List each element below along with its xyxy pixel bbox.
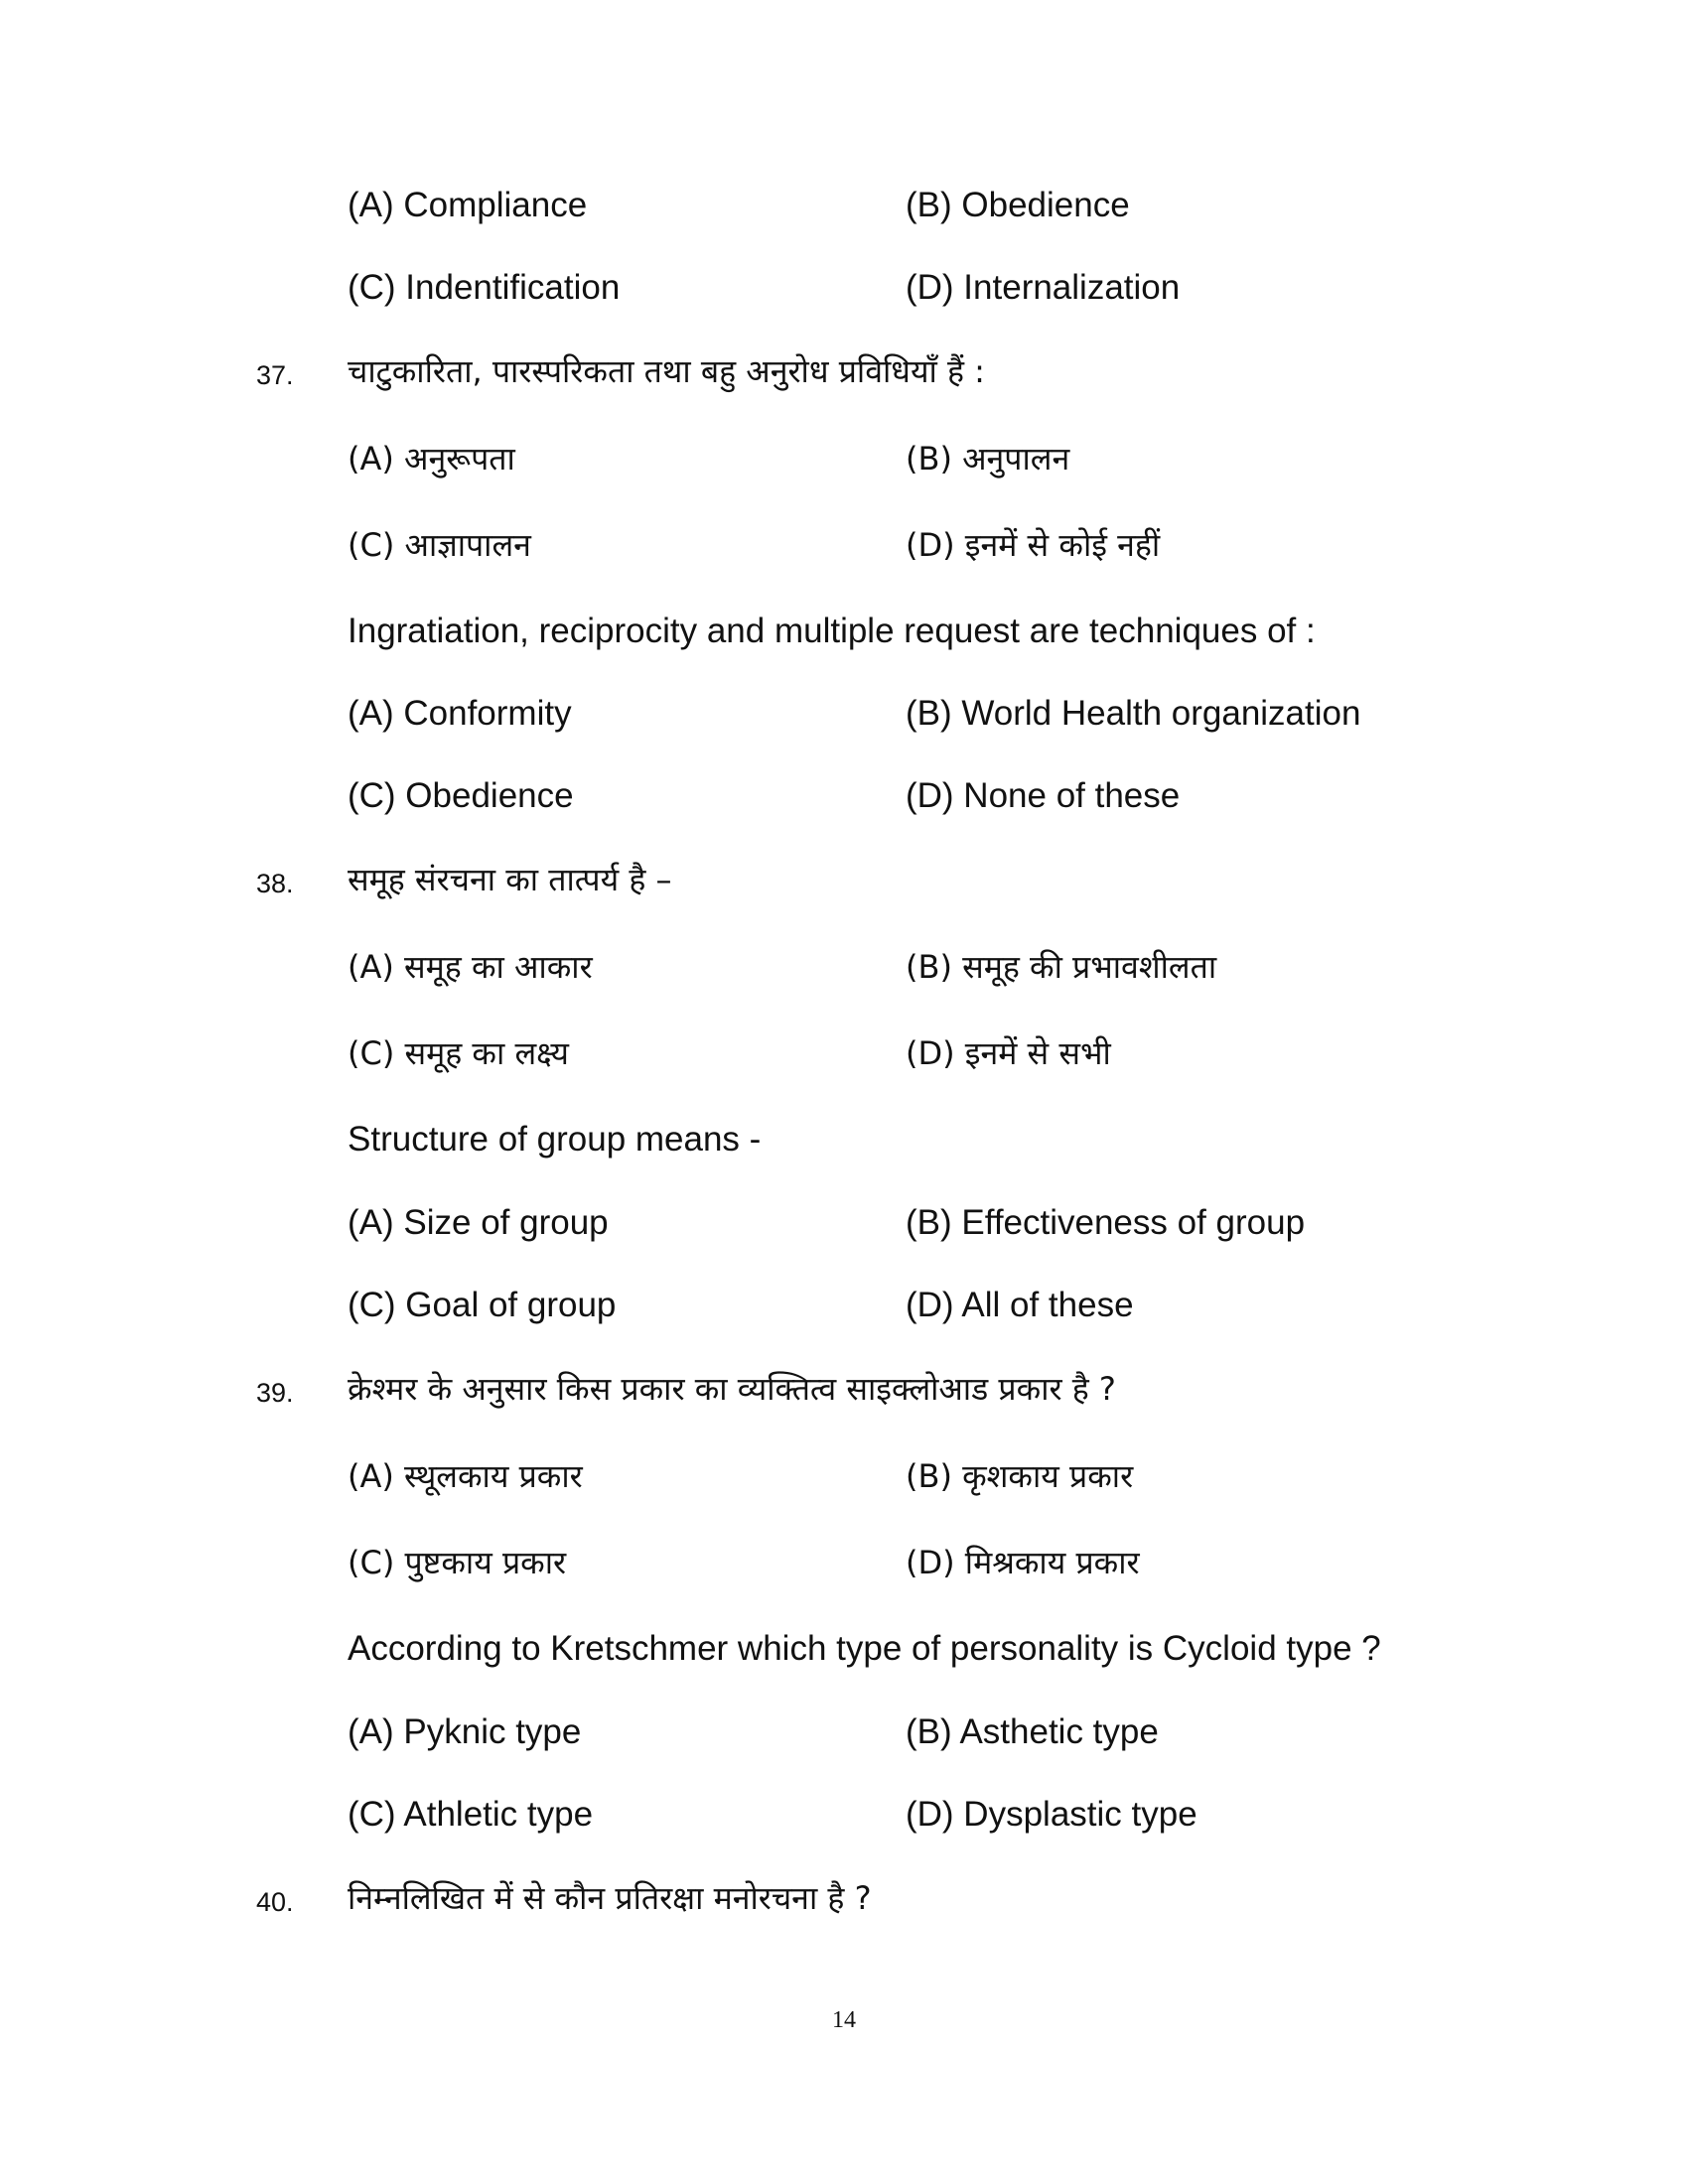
q38-option-c: (C) Goal of group	[348, 1286, 617, 1324]
q38-option-b-hindi: (B) समूह की प्रभावशीलता	[906, 948, 1217, 986]
q38-option-b: (B) Effectiveness of group	[906, 1203, 1306, 1242]
q39-option-d-hindi: (D) मिश्रकाय प्रकार	[906, 1544, 1140, 1581]
q37-question-hindi: चाटुकारिता, पारस्परिकता तथा बहु अनुरोध प्रविधियाँ हैं :	[348, 352, 985, 390]
q39-option-b-hindi: (B) कृशकाय प्रकार	[906, 1457, 1134, 1495]
q36-option-a: (A) Compliance	[348, 186, 588, 224]
q39-option-a-hindi: (A) स्थूलकाय प्रकार	[348, 1457, 583, 1495]
q38-option-d-hindi: (D) इनमें से सभी	[906, 1034, 1111, 1072]
q37-option-d: (D) None of these	[906, 776, 1181, 815]
q38-question-hindi: समूह संरचना का तात्पर्य है –	[348, 861, 672, 898]
q36-option-b: (B) Obedience	[906, 186, 1130, 224]
q39-number: 39.	[256, 1378, 294, 1408]
q38-option-a-hindi: (A) समूह का आकार	[348, 948, 593, 986]
q38-option-a: (A) Size of group	[348, 1203, 609, 1242]
q39-option-b: (B) Asthetic type	[906, 1712, 1159, 1751]
q36-option-c: (C) Indentification	[348, 268, 621, 307]
q37-number: 37.	[256, 360, 294, 390]
q39-question-english: According to Kretschmer which type of personality is Cycloid type ?	[348, 1629, 1381, 1668]
q37-option-d-hindi: (D) इनमें से कोई नहीं	[906, 526, 1161, 564]
q37-question-english: Ingratiation, reciprocity and multiple request are techniques of :	[348, 612, 1316, 650]
q37-option-a: (A) Conformity	[348, 694, 572, 733]
q36-option-d: (D) Internalization	[906, 268, 1181, 307]
q37-option-a-hindi: (A) अनुरूपता	[348, 440, 515, 478]
q39-option-d: (D) Dysplastic type	[906, 1795, 1197, 1834]
q39-option-c-hindi: (C) पुष्टकाय प्रकार	[348, 1544, 567, 1581]
q40-number: 40.	[256, 1887, 294, 1917]
q38-question-english: Structure of group means -	[348, 1120, 762, 1159]
q37-option-c: (C) Obedience	[348, 776, 574, 815]
q38-number: 38.	[256, 869, 294, 898]
q37-option-b-hindi: (B) अनुपालन	[906, 440, 1070, 478]
q39-option-c: (C) Athletic type	[348, 1795, 594, 1834]
q37-option-b: (B) World Health organization	[906, 694, 1361, 733]
q38-option-d: (D) All of these	[906, 1286, 1134, 1324]
q37-option-c-hindi: (C) आज्ञापालन	[348, 526, 531, 564]
page-number: 14	[832, 2007, 856, 2033]
q40-question-hindi: निम्नलिखित में से कौन प्रतिरक्षा मनोरचना है ?	[348, 1879, 872, 1917]
q38-option-c-hindi: (C) समूह का लक्ष्य	[348, 1034, 569, 1072]
q39-question-hindi: क्रेश्मर के अनुसार किस प्रकार का व्यक्तित्व साइक्लोआड प्रकार है ?	[348, 1370, 1116, 1408]
q39-option-a: (A) Pyknic type	[348, 1712, 582, 1751]
